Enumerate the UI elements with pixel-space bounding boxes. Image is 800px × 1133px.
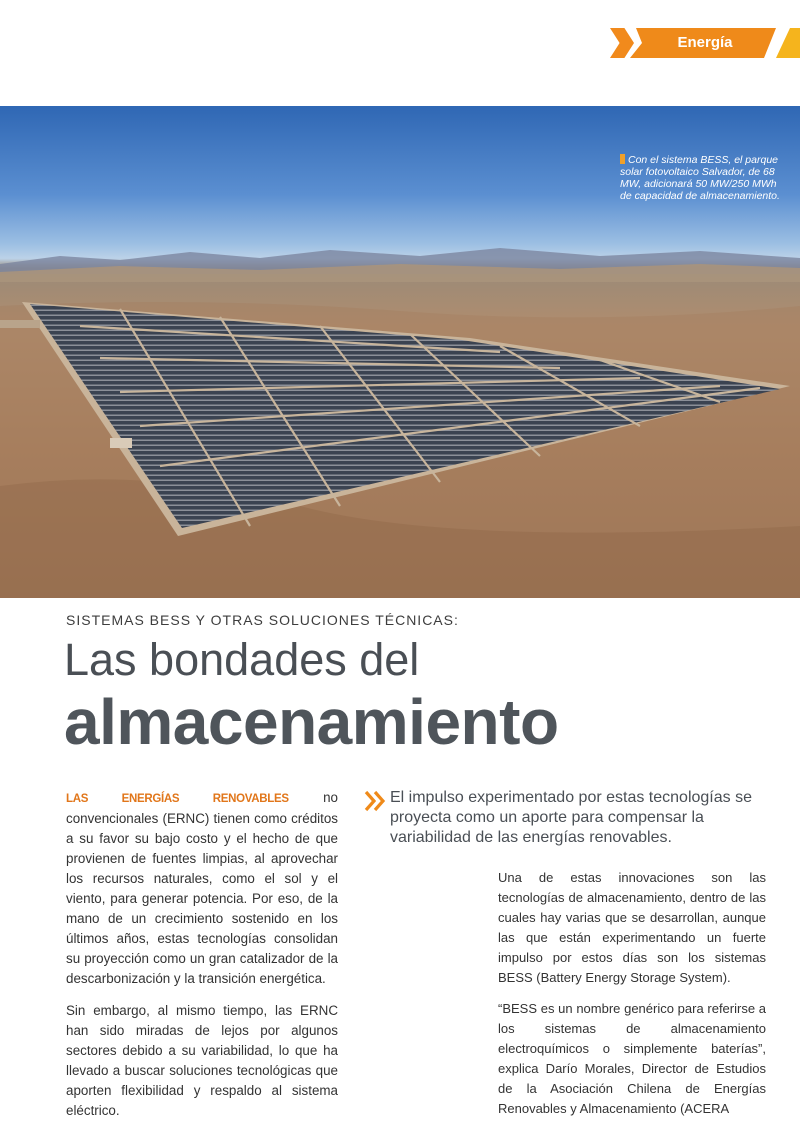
paragraph-1: LAS ENERGÍAS RENOVABLES no convencionales (ERNC) tienen como créditos a su favor su bajo costo y el hecho de que provienen de fuentes limpias, al aprovechar los recursos naturales, como el sol y el viento, para generar potencia. Por eso, de la mano de un crecimiento sostenido en los últimos años, estas tecnologías consolidan su proyección como un gran catalizador de la descarbonización y la transición energética. — [66, 790, 338, 986]
section-tab-accent — [776, 28, 800, 58]
paragraph-3: Una de estas innovaciones son las tecnologías de almacenamiento, dentro de las cuales hay varias que se desarrollan, aunque las que están experimentando un fuerte impulso por estos días son los sistemas BESS (Battery Energy Storage System). — [498, 870, 766, 985]
paragraph-4: “BESS es un nombre genérico para referirse a los sistemas de almacenamiento electroquímicos o simplemente baterías”, explica Darío Morales, Director de Estudios de la Asociación Chilena de Energías Renovables y Almacenamiento (ACERA — [498, 1001, 766, 1116]
article-kicker: SISTEMAS BESS Y OTRAS SOLUCIONES TÉCNICAS: — [66, 612, 459, 628]
section-label: Energía — [677, 34, 733, 51]
paragraph-2: Sin embargo, al mismo tiempo, las ERNC han sido miradas de lejos por algunos sectores debido a su variabilidad, lo que ha llevado a buscar soluciones tecnológicas que aporten flexibilidad y respaldo al sistema eléctrico. — [66, 1003, 338, 1118]
photo-caption: Con el sistema BESS, el parque solar fotovoltaico Salvador, de 68 MW, adicionará 50 MW/250 MWh de capacidad de almacenamiento. — [620, 154, 780, 202]
lead-in: LAS ENERGÍAS RENOVABLES — [66, 793, 289, 805]
chevron-right-icon — [610, 28, 634, 58]
caption-marker-icon — [620, 154, 625, 164]
section-tab — [610, 28, 800, 58]
article-title-line-2: almacenamiento — [64, 686, 559, 758]
article-body-right — [498, 868, 766, 1130]
article-title-line-1: Las bondades del — [64, 634, 420, 685]
double-chevron-icon — [362, 788, 388, 814]
hero-photo — [0, 106, 800, 598]
article-body-left — [66, 788, 338, 1133]
pull-quote-text: El impulso experimentado por estas tecnologías se proyecta como un aporte para compensar la variabilidad de las energías renovables. — [390, 789, 752, 846]
